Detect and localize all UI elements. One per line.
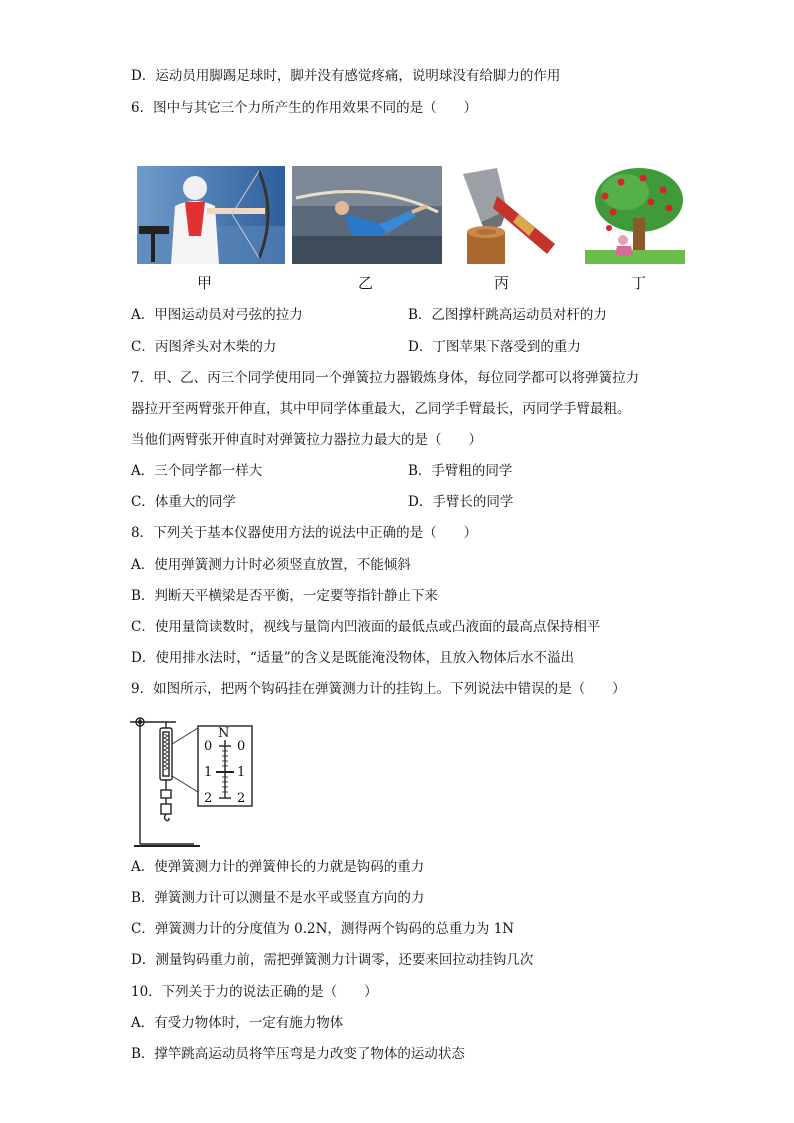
question-10: 10．下列关于力的说法正确的是（ ） bbox=[131, 984, 378, 1000]
option-a-q10: A．有受力物体时，一定有施力物体 bbox=[131, 1015, 344, 1031]
option-c-q9: C．弹簧测力计的分度值为 0.2N，测得两个钩码的总重力为 1N bbox=[131, 921, 515, 937]
option-a-q8: A．使用弹簧测力计时必须竖直放置，不能倾斜 bbox=[131, 557, 411, 573]
option-a-q7: A．三个同学都一样大 bbox=[131, 463, 263, 479]
option-c-q8: C．使用量筒读数时，视线与量筒内凹液面的最低点或凸液面的最高点保持相平 bbox=[131, 619, 601, 635]
option-d-q9: D．测量钩码重力前，需把弹簧测力计调零，还要来回拉动挂钩几次 bbox=[131, 952, 534, 968]
option-c-q7: C．体重大的同学 bbox=[131, 494, 236, 510]
option-d-q7: D．手臂长的同学 bbox=[408, 494, 514, 510]
option-c-q6: C．丙图斧头对木柴的力 bbox=[131, 339, 277, 355]
option-a-q6: A．甲图运动员对弓弦的拉力 bbox=[131, 307, 303, 323]
scale-right-0: 0 bbox=[237, 739, 246, 754]
option-b-q7: B．手臂粗的同学 bbox=[408, 463, 513, 479]
spring-scale-diagram bbox=[130, 706, 255, 848]
q6-figures bbox=[137, 166, 685, 266]
option-a-q9: A．使弹簧测力计的弹簧伸长的力就是钩码的重力 bbox=[131, 859, 425, 875]
spring-scale-drawing bbox=[130, 706, 255, 848]
option-d-q8: D．使用排水法时，“适量”的含义是既能淹没物体，且放入物体后水不溢出 bbox=[131, 650, 575, 666]
caption-jia: 甲 bbox=[197, 274, 213, 292]
apple-tree-image bbox=[585, 166, 685, 264]
scale-left-2: 2 bbox=[204, 791, 213, 806]
question-7-line-3: 当他们两臂张开伸直时对弹簧拉力器拉力最大的是（ ） bbox=[131, 432, 482, 448]
pole-vault-image bbox=[292, 166, 442, 264]
option-b-q8: B．判断天平横梁是否平衡，一定要等指针静止下来 bbox=[131, 588, 438, 604]
caption-bing: 丙 bbox=[494, 274, 510, 292]
option-d-q6: D．丁图苹果下落受到的重力 bbox=[408, 339, 581, 355]
scale-right-1: 1 bbox=[237, 765, 246, 780]
question-9: 9．如图所示，把两个钩码挂在弹簧测力计的挂钩上。下列说法中错误的是（ ） bbox=[131, 681, 626, 697]
option-b-q6: B．乙图撑杆跳高运动员对杆的力 bbox=[408, 307, 607, 323]
scale-left-0: 0 bbox=[204, 739, 213, 754]
option-b-q9: B．弹簧测力计可以测量不是水平或竖直方向的力 bbox=[131, 890, 425, 906]
caption-yi: 乙 bbox=[358, 274, 374, 292]
question-6: 6．图中与其它三个力所产生的作用效果不同的是（ ） bbox=[131, 100, 478, 116]
archer-image bbox=[137, 166, 285, 264]
option-d-q5: D．运动员用脚踢足球时，脚并没有感觉疼痛，说明球没有给脚力的作用 bbox=[131, 68, 561, 84]
caption-ding: 丁 bbox=[631, 274, 647, 292]
question-7-line-2: 器拉开至两臂张开伸直，其中甲同学体重最大，乙同学手臂最长，丙同学手臂最粗。 bbox=[131, 401, 631, 417]
scale-left-1: 1 bbox=[204, 765, 213, 780]
axe-image bbox=[455, 166, 567, 264]
scale-right-2: 2 bbox=[237, 791, 246, 806]
question-7-line-1: 7．甲、乙、丙三个同学使用同一个弹簧拉力器锻炼身体，每位同学都可以将弹簧拉力 bbox=[131, 370, 640, 386]
question-8: 8．下列关于基本仪器使用方法的说法中正确的是（ ） bbox=[131, 525, 478, 541]
option-b-q10: B．撑竿跳高运动员将竿压弯是力改变了物体的运动状态 bbox=[131, 1046, 465, 1062]
scale-unit-label: N bbox=[218, 726, 230, 741]
